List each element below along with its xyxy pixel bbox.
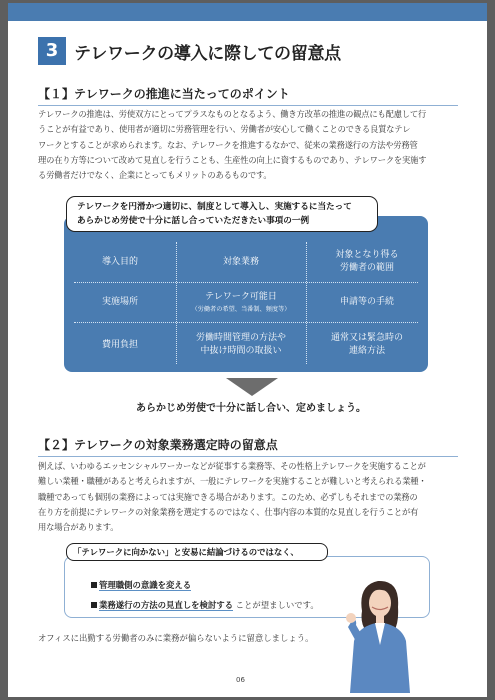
table-cell-worker-scope	[306, 242, 428, 282]
cell-text: 中抜け時間の取扱い	[200, 346, 282, 356]
table-cell-contact	[306, 322, 428, 368]
table-cell-cost	[64, 322, 176, 368]
section-title: テレワークの導入に際しての留意点	[74, 44, 341, 64]
square-bullet-icon	[91, 602, 97, 608]
paragraph-line: 在り方を前提にテレワークの対象業務を選定するのではなく、仕事内容の本質的な見直しを行うことが有	[38, 506, 419, 517]
table-cell-time-management	[176, 322, 306, 368]
cell-text: 対象となり得る	[335, 250, 399, 260]
paragraph-line: 例えば、いわゆるエッセンシャルワーカーなどが従事する業務等、その性格上テレワークを実施することが	[38, 461, 426, 471]
paragraph-line: うことが有益であり、使用者が適切に労務管理を行い、労働者が安心して働くことのできる良質なテレ	[38, 124, 411, 135]
table-cell-location	[64, 282, 176, 322]
cell-text: 通常又は緊急時の	[330, 333, 403, 343]
cell-text: 連絡方法	[348, 346, 385, 356]
paragraph-line: 職種であっても個別の業務によっては実施できる場合があります。このため、必ずしもそれまでの業務の	[38, 491, 418, 502]
callout-line: あらかじめ労使で十分に話し合っていただきたい事項の一例	[77, 216, 310, 226]
callout-line: テレワークを円滑かつ適切に、制度として導入し、実施するに当たって	[77, 202, 352, 212]
section-header	[38, 37, 458, 67]
recommendation-item-2	[91, 599, 319, 611]
conclusion-callout: 「テレワークに向かない」と安易に結論づけるのではなく、	[66, 543, 328, 561]
cell-text: 導入目的	[101, 256, 138, 267]
cell-text: テレワーク可能日	[205, 291, 277, 302]
table-cell-target-work	[176, 242, 306, 282]
cell-text: 実施場所	[101, 296, 138, 307]
paragraph-line: 理の在り方等について改めて見直しを行うことも、生産性の向上に資するものであり、テレワークを実施す	[38, 154, 427, 165]
discussion-items-table	[64, 216, 428, 372]
subheading-2: 【２】テレワークの対象業務選定時の留意点	[38, 436, 458, 457]
discussion-callout	[66, 196, 378, 232]
cell-note: （労働者の希望、当番制、頻度等）	[191, 305, 291, 313]
document-page	[8, 3, 487, 697]
cell-text: 費用負担	[101, 339, 138, 350]
cell-text: 対象業務	[222, 256, 259, 267]
down-arrow-icon	[226, 378, 278, 398]
recommendation-text: 業務遂行の方法の見直しを検討する	[99, 600, 233, 610]
table-cell-procedures	[306, 282, 428, 322]
page-number: 06	[236, 676, 245, 684]
recommendation-suffix: ことが望ましいです。	[235, 600, 319, 610]
paragraph-1	[38, 107, 461, 183]
business-woman-illustration	[344, 571, 416, 693]
closing-text: オフィスに出勤する労働者のみに業務が偏らないように留意しましょう。	[38, 633, 314, 643]
cell-text: 申請等の手続	[339, 296, 394, 307]
paragraph-line: ワークとすることが求められます。なお、テレワークを推進するなかで、従来の業務遂行の方法や労務管	[38, 139, 418, 150]
recommendation-text: 管理職側の意識を変える	[99, 580, 192, 590]
paragraph-line: テレワークの推進は、労使双方にとってプラスなものとなるよう、働き方改革の推進の観点にも配慮して行	[38, 109, 427, 119]
square-bullet-icon	[91, 582, 97, 588]
paragraph-line: 難しい業種・職種があると考えられますが、一般にテレワークを実施することが難しいと考えられる業種・	[38, 476, 427, 487]
paragraph-line: る労働者だけでなく、企業にとってもメリットのあるものです。	[38, 170, 272, 181]
paragraph-line: 用な場合があります。	[38, 522, 119, 533]
section-number: 3	[38, 37, 66, 65]
table-cell-available-days	[176, 282, 306, 322]
cell-text: 労働時間管理の方法や	[195, 333, 286, 343]
header-bar	[8, 3, 487, 21]
recommendation-item-1	[91, 579, 191, 591]
subheading-1: 【１】テレワークの推進に当たってのポイント	[38, 85, 458, 106]
summary-text: あらかじめ労使で十分に話し合い、定めましょう。	[136, 403, 366, 414]
cell-text: 労働者の範囲	[339, 263, 394, 273]
table-cell-purpose	[64, 242, 176, 282]
paragraph-2	[38, 459, 461, 535]
